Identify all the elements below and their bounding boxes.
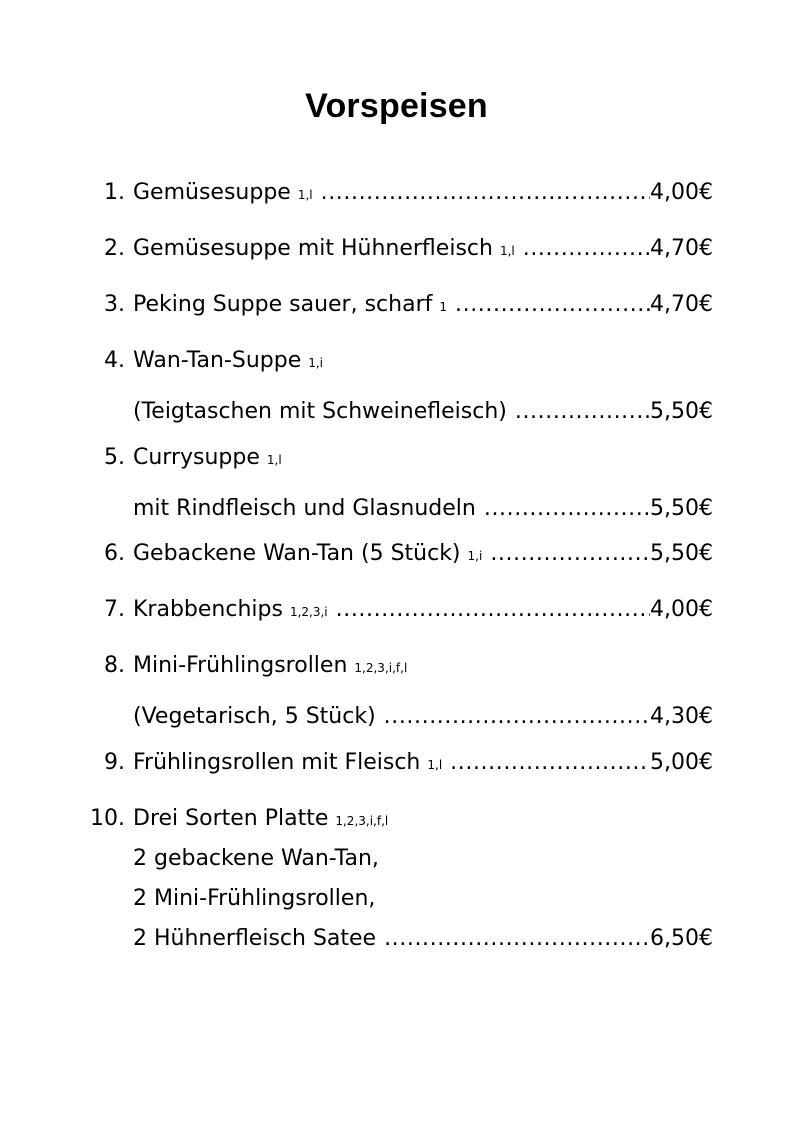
page-title: Vorspeisen (305, 87, 488, 125)
leader-dots (384, 702, 650, 732)
leader-dots (523, 234, 650, 264)
item-price: 6,50€ (650, 926, 713, 951)
item-price: 4,00€ (650, 180, 713, 205)
item-price: 4,70€ (650, 292, 713, 317)
item-name: Drei Sorten Platte (133, 806, 329, 831)
item-name: Wan-Tan-Suppe (133, 348, 302, 373)
leader-dots (336, 595, 650, 625)
item-price: 4,30€ (650, 704, 713, 729)
item-description: mit Rindfleisch und Glasnudeln (133, 496, 476, 521)
leader-dots (490, 539, 650, 569)
leader-dots (484, 494, 650, 524)
item-name: Peking Suppe sauer, scharf (133, 292, 433, 317)
item-number: 8. (104, 653, 125, 678)
item-number: 6. (104, 541, 125, 566)
leader-dots (455, 290, 650, 320)
item-number: 3. (104, 292, 125, 317)
item-name: Gemüsesuppe (133, 180, 291, 205)
menu-page: Vorspeisen 1. Gemüsesuppe 1,l ..... 4,00€ 2. Gemüsesuppe mit Hühnerfleisch 1,l ..... 4,70€ 3. Peking Suppe sauer, scharf 1 ..... 4,70€ 4. Wan-Tan-Suppe 1,i (Teigtaschen mit Schweinefleisch) ..... 5,50€ 5. Currysuppe 1,l mit Rindfleisch und Glasnudeln ..... 5,50€ 6. Gebackene Wan-Tan (5 Stück) 1,i ..... 5,50€ 7. Krabbenchips 1,2,3,i ..... 4,00€ 8. Mini-Frühlingsrollen 1,2,3,i,f,l (Vegetarisch, 5 Stück) ..... 4,30€ 9. Frühlingsrollen mit Fleisch 1,l ..... 5,00€ 10. Drei Sorten Platte 1,2,3,i,f,l 2 gebackene Wan-Tan, 2 Mini-Frühlingsrollen, 2 Hühnerfleisch Satee ..... 6,50€ (0, 0, 793, 1122)
item-name: Currysuppe (133, 445, 260, 470)
item-name: Gebackene Wan-Tan (5 Stück) (133, 541, 461, 566)
leader-dots (450, 748, 650, 778)
item-name: Krabbenchips (133, 597, 283, 622)
item-price: 5,50€ (650, 399, 713, 424)
leader-dots (384, 924, 650, 954)
item-number: 9. (104, 750, 125, 775)
item-price: 4,00€ (650, 597, 713, 622)
item-name: Frühlingsrollen mit Fleisch (133, 750, 421, 775)
item-price: 4,70€ (650, 236, 713, 261)
item-number: 5. (104, 445, 125, 470)
item-name: Gemüsesuppe mit Hühnerfleisch (133, 236, 493, 261)
leader-dots (321, 178, 650, 208)
item-number: 1. (104, 180, 125, 205)
leader-dots (515, 397, 650, 427)
item-price: 5,50€ (650, 496, 713, 521)
item-price: 5,50€ (650, 541, 713, 566)
item-number: 7. (104, 597, 125, 622)
item-number: 2. (104, 236, 125, 261)
item-description: (Vegetarisch, 5 Stück) (133, 704, 376, 729)
item-price: 5,00€ (650, 750, 713, 775)
item-number: 10. (90, 806, 125, 831)
item-number: 4. (104, 348, 125, 373)
item-description: (Teigtaschen mit Schweinefleisch) (133, 399, 507, 424)
item-description-line: 2 Mini-Frühlingsrollen, (133, 886, 376, 911)
item-name: Mini-Frühlingsrollen (133, 653, 348, 678)
item-description-line: 2 gebackene Wan-Tan, (133, 846, 379, 871)
item-description: 2 Hühnerfleisch Satee (133, 926, 377, 951)
